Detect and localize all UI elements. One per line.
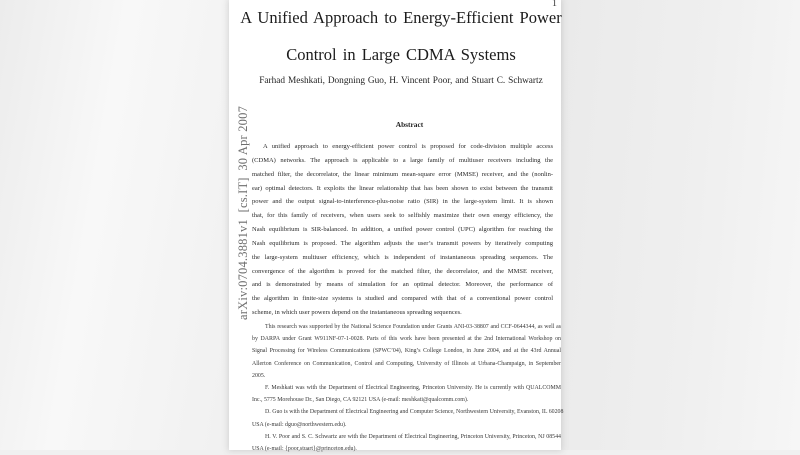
- background-right: [561, 0, 800, 450]
- abstract-text: [252, 140, 553, 320]
- text-line: matched filter, the decorrelator, the linear minimum mean-square error (MMSE) receiver, and the (nonlin-: [252, 170, 553, 178]
- text-line: (CDMA) networks. The approach is applicable to a large family of multiuser receivers including the: [252, 156, 553, 164]
- text-line: USA (e-mail: {poor,stuart}@princeton.edu).: [252, 445, 357, 452]
- text-line: by DARPA under Grant W911NF-07-1-0028. Parts of this work have been presented at the 2nd International Workshop on: [252, 336, 561, 343]
- text-line: A unified approach to energy-efficient power control is proposed for code-division multiple access: [263, 143, 553, 150]
- text-line: the large-system multiuser efficiency, which is independent of instantaneous spreading sequences. The: [252, 253, 553, 261]
- text-line: USA (e-mail: dguo@northwestern.edu).: [252, 421, 347, 428]
- text-line: Nash equilibrium is proposed. The algorithm adjusts the user’s transmit powers by iteratively computing: [252, 239, 553, 247]
- authors-line: Farhad Meshkati, Dongning Guo, H. Vincent Poor, and Stuart C. Schwartz: [259, 76, 543, 86]
- text-line: D. Guo is with the Department of Electrical Engineering and Computer Science, Northwestern University, Evanston, IL 60208: [265, 409, 564, 416]
- footnote-poor-schwartz-affiliation: [252, 431, 561, 455]
- text-line: scheme, in which user powers depend on the instantaneous spreading sequences.: [252, 309, 462, 317]
- text-line: power and the output signal-to-interference-plus-noise ratio (SIR) in the large-system limit. It is shown: [252, 198, 553, 206]
- text-line: 2005.: [252, 372, 266, 379]
- text-line: Allerton Conference on Communication, Control and Computing, University of Illinois at Urbana-Champaign, in September: [252, 360, 561, 367]
- text-line: Signal Processing for Wireless Communications (SPWC’04), King’s College London, in June 2004, and at the 43rd Annual: [252, 348, 561, 355]
- footnote-guo-affiliation: [252, 406, 564, 430]
- text-line: This research was supported by the National Science Foundation under Grants ANI-03-38807 and CCF-0644344, as well as: [265, 324, 561, 330]
- text-line: Nash equilibrium is SIR-balanced. In addition, a unified power control (UPC) algorithm for reaching the: [252, 226, 553, 234]
- paper-page: [229, 0, 564, 452]
- text-line: the algorithm in finite-size systems is studied and compared with that of a conventional power control: [252, 295, 553, 303]
- arxiv-stamp: arXiv:0704.3881v1 [cs.IT] 30 Apr 2007: [236, 105, 250, 320]
- text-line: H. V. Poor and S. C. Schwartz are with the Department of Electrical Engineering, Princeton University, Princeton, NJ 08544: [265, 433, 561, 440]
- footnotes-block: [252, 321, 564, 455]
- text-line: convergence of the algorithm is proved for the matched filter, the decorrelator, and the MMSE receiver,: [252, 267, 553, 275]
- abstract-heading: Abstract: [395, 120, 424, 129]
- paper-title-line1: A Unified Approach to Energy-Efficient Power: [240, 8, 562, 27]
- text-line: and is demonstrated by means of simulation for an optimal detector. Moreover, the performance of: [252, 281, 553, 289]
- text-line: ear) optimal detectors. It exploits the linear relationship that has been shown to exist between the transmit: [252, 184, 553, 192]
- text-line: F. Meshkati was with the Department of Electrical Engineering, Princeton University. He is currently with QUALCOMM: [265, 384, 561, 391]
- background-left: [0, 0, 229, 450]
- footnote-funding: [252, 321, 561, 382]
- paper-title-line2: Control in Large CDMA Systems: [286, 45, 516, 64]
- text-line: Inc., 5775 Morehouse Dr., San Diego, CA 92121 USA (e-mail: meshkati@qualcomm.com).: [252, 397, 469, 404]
- text-line: that, for this family of receivers, when users seek to selfishly maximize their own energy efficiency, the: [252, 212, 553, 220]
- footnote-meshkati-affiliation: [252, 382, 561, 406]
- page-number-fragment: 1: [552, 0, 557, 9]
